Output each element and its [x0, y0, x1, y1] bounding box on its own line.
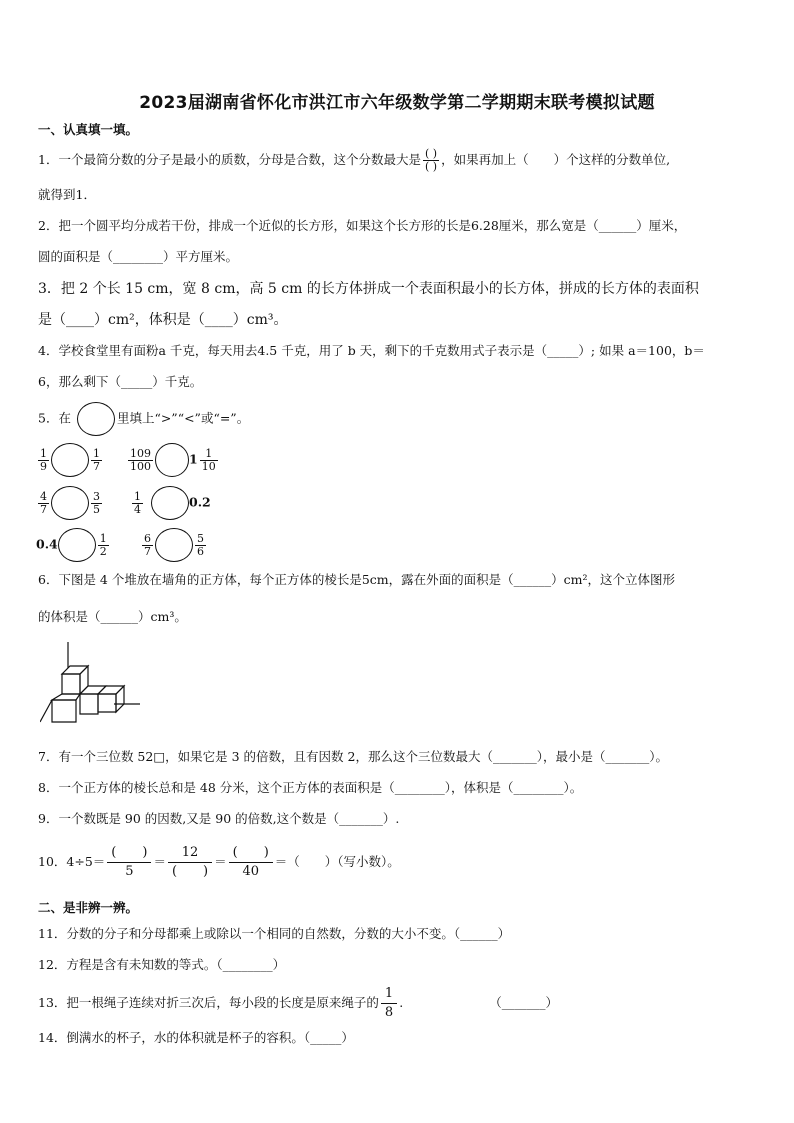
answer-circle-icon[interactable] [151, 486, 189, 520]
q13-answer: （_______） [489, 995, 558, 1010]
question-1-cont: 就得到1． [38, 187, 96, 202]
q1-text-a: 1．一个最简分数的分子是最小的质数，分母是合数，这个分数最大是 [38, 152, 421, 167]
compare-item-5: 0.4 $\frac{1}{2}$ [36, 528, 111, 562]
q10-fraction-1: $\frac{( )}{5}$ [107, 844, 151, 881]
section-2-heading: 二、是非辨一辨。 [38, 900, 139, 915]
answer-circle-icon[interactable] [58, 528, 96, 562]
compare-item-4: $\frac{1}{4}$ 0.2 [130, 486, 211, 520]
q10-fraction-3: $\frac{( )}{40}$ [229, 844, 273, 881]
answer-circle-icon[interactable] [155, 443, 189, 477]
answer-circle-icon [77, 402, 115, 436]
question-13: 13．把一根绳子连续对折三次后，每小段的长度是原来绳子的 $\frac{1}{8}$ . （_______） [38, 986, 558, 1020]
question-1 [38, 148, 670, 173]
question-2: 2．把一个圆平均分成若干份，排成一个近似的长方形，如果这个长方形的长是6.28厘米，那么宽是（______）厘米， [38, 218, 687, 233]
question-6-cont: 的体积是（______）cm³。 [38, 609, 187, 624]
q13-fraction: $\frac{1}{8}$ [381, 985, 397, 1022]
question-3-cont: 是（____）cm²，体积是（____）cm³。 [38, 312, 288, 328]
stacked-cubes-figure [40, 642, 150, 738]
question-9: 9．一个数既是 90 的因数,又是 90 的倍数,这个数是（_______）. [38, 811, 400, 826]
answer-circle-icon[interactable] [155, 528, 193, 562]
q1-fraction: $\frac{( )}{( )}$ [424, 147, 438, 173]
question-4: 4．学校食堂里有面粉a 千克，每天用去4.5 千克，用了 b 天，剩下的千克数用式子表示是（_____）; 如果 a＝100，b＝ [38, 343, 705, 358]
answer-circle-icon[interactable] [51, 443, 89, 477]
question-7: 7．有一个三位数 52□，如果它是 3 的倍数，且有因数 2，那么这个三位数最大（_______），最小是（_______）。 [38, 749, 668, 764]
question-12: 12．方程是含有未知数的等式。（________） [38, 957, 286, 972]
question-3: 3．把 2 个长 15 cm，宽 8 cm，高 5 cm 的长方体拼成一个表面积最小的长方体，拼成的长方体的表面积 [38, 281, 699, 297]
question-8: 8．一个正方体的棱长总和是 48 分米，这个正方体的表面积是（________），体积是（________）。 [38, 780, 583, 795]
q5-text-post: 里填上“>”“<”或“=”。 [116, 410, 250, 426]
question-4-cont: 6，那么剩下（_____）千克。 [38, 374, 203, 389]
q10-text-pre: 10．4÷5＝ [38, 854, 106, 869]
answer-circle-icon[interactable] [51, 486, 89, 520]
question-14: 14．倒满水的杯子，水的体积就是杯子的容积。（_____） [38, 1030, 354, 1045]
compare-item-1: $\frac{1}{9}$ $\frac{1}{7}$ [36, 443, 104, 477]
q1-text-b: ，如果再加上（ ）个这样的分数单位, [441, 152, 671, 167]
question-11: 11．分数的分子和分母都乘上或除以一个相同的自然数，分数的大小不变。（______） [38, 926, 511, 941]
question-2-cont: 圆的面积是（________）平方厘米。 [38, 249, 239, 264]
compare-item-3: $\frac{4}{7}$ $\frac{3}{5}$ [36, 486, 104, 520]
compare-item-6: $\frac{6}{7}$ $\frac{5}{6}$ [140, 528, 208, 562]
section-1-heading: 一、认真填一填。 [38, 122, 139, 137]
question-6: 6．下图是 4 个堆放在墙角的正方体，每个正方体的棱长是5cm，露在外面的面积是（______）cm²，这个立体图形 [38, 572, 676, 587]
q5-text-pre: 5．在 [38, 410, 71, 426]
q10-fraction-2: $\frac{12}{( )}$ [168, 844, 212, 881]
compare-item-2: $\frac{109}{100}$ 1 $\frac{1}{10}$ [126, 443, 220, 477]
page-title: 2023届湖南省怀化市洪江市六年级数学第二学期期末联考模拟试题 [139, 93, 655, 113]
q13-text-a: 13．把一根绳子连续对折三次后，每小段的长度是原来绳子的 [38, 995, 379, 1010]
question-5 [38, 402, 249, 436]
question-10: 10．4÷5＝ $\frac{( )}{5}$ ＝ $\frac{12}{( )}$ ＝ $\frac{( )}{40}$ ＝（ ）（写小数）。 [38, 845, 400, 879]
q10-text-post: ＝（ ）（写小数）。 [274, 854, 400, 869]
